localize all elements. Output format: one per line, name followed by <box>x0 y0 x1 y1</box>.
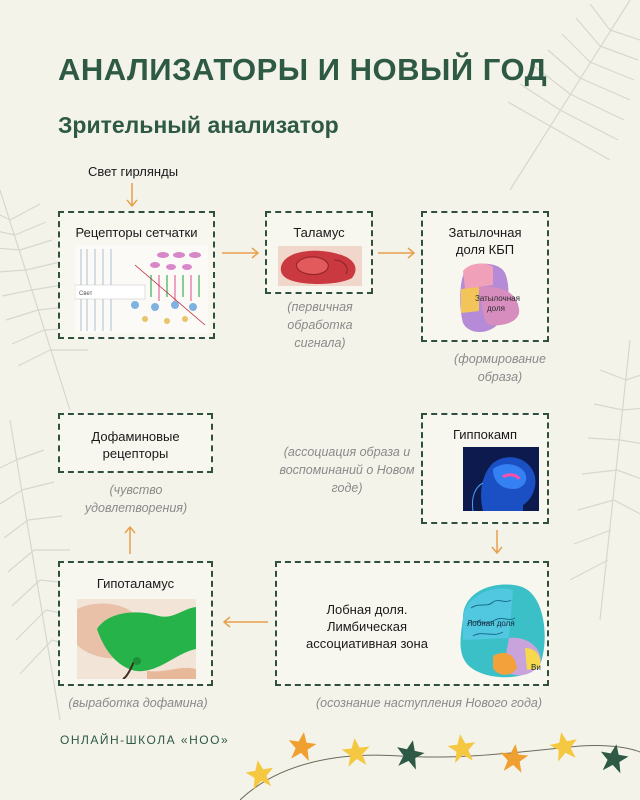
retina-diagram-image <box>75 245 208 333</box>
page-title: АНАЛИЗАТОРЫ И НОВЫЙ ГОД <box>58 52 548 87</box>
node-title: Рецепторы сетчатки <box>75 225 198 240</box>
hypothalamus-image <box>77 599 196 679</box>
svg-text:Ви: Ви <box>531 663 541 672</box>
retina-image-label: Свет <box>79 291 93 297</box>
node-title: Гиппокамп <box>452 427 518 442</box>
note-occipital: (формирование образа) <box>454 352 546 384</box>
note-hippocampus: (ассоциация образа и воспоминаний о Новом годе) <box>279 445 415 495</box>
note-thalamus: (первичная обработка сигнала) <box>287 300 353 350</box>
pine-branch-top-right-icon <box>470 0 640 200</box>
node-title: Лобная доля. Лимбическая ассоциативная зона <box>306 602 428 651</box>
node-title: Затылочная доля КБП <box>448 225 522 257</box>
node-occipital <box>421 211 549 342</box>
node-thalamus <box>265 211 373 294</box>
star-garland <box>240 722 640 800</box>
arrow-down-icon <box>126 183 138 209</box>
occipital-image-label: Затылочная <box>475 294 520 303</box>
frontal-image-label: Лобная доля <box>467 619 515 628</box>
arrow-right-icon <box>378 247 418 259</box>
start-label: Свет гирлянды <box>88 164 179 179</box>
thalamus-image <box>278 246 362 286</box>
frontal-lobe-image <box>453 578 545 682</box>
retina-cells-icon <box>75 245 208 333</box>
star-icon <box>393 737 426 770</box>
school-label: ОНЛАЙН-ШКОЛА «НОО» <box>60 733 230 747</box>
occipital-lobe-image <box>459 261 543 337</box>
node-hypothalamus <box>58 561 213 686</box>
node-title: Таламус <box>293 225 345 240</box>
node-retina <box>58 211 215 339</box>
node-title: Дофаминовые рецепторы <box>91 429 180 461</box>
arrow-left-icon <box>220 616 268 628</box>
star-icon <box>499 743 530 774</box>
hippocampus-image <box>463 447 539 511</box>
star-icon <box>286 730 318 762</box>
svg-text:доля: доля <box>487 304 505 313</box>
pine-branch-right-icon <box>560 340 640 620</box>
arrow-up-icon <box>124 524 136 554</box>
star-icon <box>341 737 372 768</box>
node-hippocampus <box>421 413 549 524</box>
node-dopamine <box>58 413 213 473</box>
node-frontal <box>275 561 549 686</box>
note-hypothalamus: (выработка дофамина) <box>68 696 208 710</box>
arrow-right-icon <box>222 247 262 259</box>
arrow-down-icon <box>491 530 503 556</box>
star-icon <box>244 758 276 790</box>
note-dopamine: (чувство удовлетворения) <box>84 483 188 515</box>
note-frontal: (осознание наступления Нового года) <box>315 696 543 710</box>
node-title: Гипоталамус <box>96 576 175 591</box>
star-icon <box>446 732 478 764</box>
page-subtitle: Зрительный анализатор <box>58 112 339 138</box>
